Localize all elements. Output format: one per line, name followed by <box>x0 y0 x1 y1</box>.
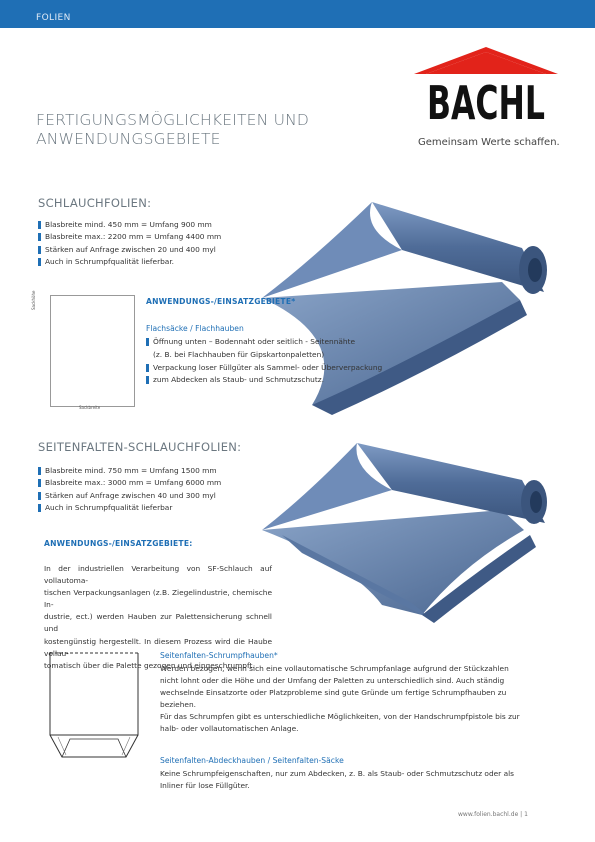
flat-bag-diagram <box>50 295 135 407</box>
bag-height-label: Sackhöhe <box>31 290 36 310</box>
list-item: Blasbreite max.: 3000 mm = Umfang 6000 mm <box>38 477 221 489</box>
gusseted-film-roll-image <box>262 435 562 625</box>
section1-title: SCHLAUCHFOLIEN: <box>38 196 152 210</box>
section2-applications-heading: ANWENDUNGS-/EINSATZGEBIETE: <box>44 539 193 548</box>
list-item: Auch in Schrumpfqualität lieferbar <box>38 502 221 514</box>
text-line: wechselnde Einsatzorte oder Platzprobleme sind gute Gründe um fertige Schrumpfhauben zu <box>160 688 507 698</box>
section1-bullet-list <box>38 219 221 269</box>
logo-wordmark: BACHL <box>427 76 545 130</box>
shrink-hood-text <box>160 663 552 736</box>
section1-applications-list <box>146 336 382 387</box>
text-line: dustrie, ect.) werden Hauben zur Palettensicherung schnell und <box>44 612 272 634</box>
list-item: Stärken auf Anfrage zwischen 20 und 400 myl <box>38 244 221 256</box>
header-bar <box>0 0 595 28</box>
list-item: Öffnung unten – Bodennaht oder seitlich - Seitennähte <box>146 336 382 349</box>
text-line: beziehen. <box>160 700 196 710</box>
section2-title: SEITENFALTEN-SCHLAUCHFOLIEN: <box>38 440 242 454</box>
list-item: Blasbreite mind. 450 mm = Umfang 900 mm <box>38 219 221 231</box>
text-line: Für das Schrumpfen gibt es unterschiedliche Möglichkeiten, von der Handschrumpfpistole bis zur <box>160 712 520 722</box>
text-line: kostengünstig hergestellt. In diesem Prozess wird die Haube vollau- <box>44 636 272 658</box>
cover-hood-heading: Seitenfalten-Abdeckhauben / Seitenfalten-Säcke <box>160 756 344 765</box>
list-item: Verpackung loser Füllgüter als Sammel- oder Überverpackung <box>146 362 382 375</box>
text-line: Keine Schrumpfeigenschaften, nur zum Abdecken, z. B. als Staub- oder Schmutzschutz oder als <box>160 769 514 778</box>
slogan: Gemeinsam Werte schaffen. <box>418 137 560 148</box>
section2-bullet-list <box>38 465 221 515</box>
list-item: Blasbreite max.: 2200 mm = Umfang 4400 mm <box>38 231 221 243</box>
footer-url: www.folien.bachl.de | 1 <box>458 811 528 818</box>
bachl-logo <box>414 47 558 130</box>
text-line: nicht lohnt oder die Höhe und der Umfang der Paletten zu unterschiedlich sind. Auch ständig <box>160 676 505 686</box>
page-title <box>36 111 376 149</box>
text-line: Werden bezogen, wenn sich eine vollautomatische Schrumpfanlage aufgrund der Stückzahlen <box>160 664 509 673</box>
page-title-line1: FERTIGUNGSMÖGLICHKEITEN UND <box>36 111 310 129</box>
list-item: zum Abdecken als Staub- und Schmutzschutz. <box>146 374 382 387</box>
section1-applications-heading: ANWENDUNGS-/EINSATZGEBIETE* <box>146 297 296 306</box>
gusseted-hood-diagram <box>44 645 144 765</box>
section1-applications-subheading: Flachsäcke / Flachhauben <box>146 324 244 333</box>
shrink-hood-heading: Seitenfalten-Schrumpfhauben* <box>160 651 278 660</box>
list-item: Stärken auf Anfrage zwischen 40 und 300 myl <box>38 490 221 502</box>
text-line: Inliner für lose Füllgüter. <box>160 781 250 791</box>
bag-width-label: Sackbreite <box>79 405 101 410</box>
text-line: In der industriellen Verarbeitung von SF-Schlauch auf vollautoma- <box>44 564 272 586</box>
page-title-line2: ANWENDUNGSGEBIETE <box>36 130 221 148</box>
category-label: FOLIEN <box>36 13 71 23</box>
text-line: tischen Verpackungsanlagen (z.B. Ziegelindustrie, chemische In- <box>44 588 272 610</box>
text-line: halb- oder vollautomatischen Anlage. <box>160 724 299 734</box>
cover-hood-text <box>160 768 552 792</box>
list-item: Blasbreite mind. 750 mm = Umfang 1500 mm <box>38 465 221 477</box>
list-item: (z. B. bei Flachhauben für Gipskartonpaletten) <box>153 349 325 359</box>
text-line: tomatisch über die Palette gezogen und eingeschrumpft. <box>44 660 255 670</box>
list-item: Auch in Schrumpfqualität lieferbar. <box>38 256 221 268</box>
